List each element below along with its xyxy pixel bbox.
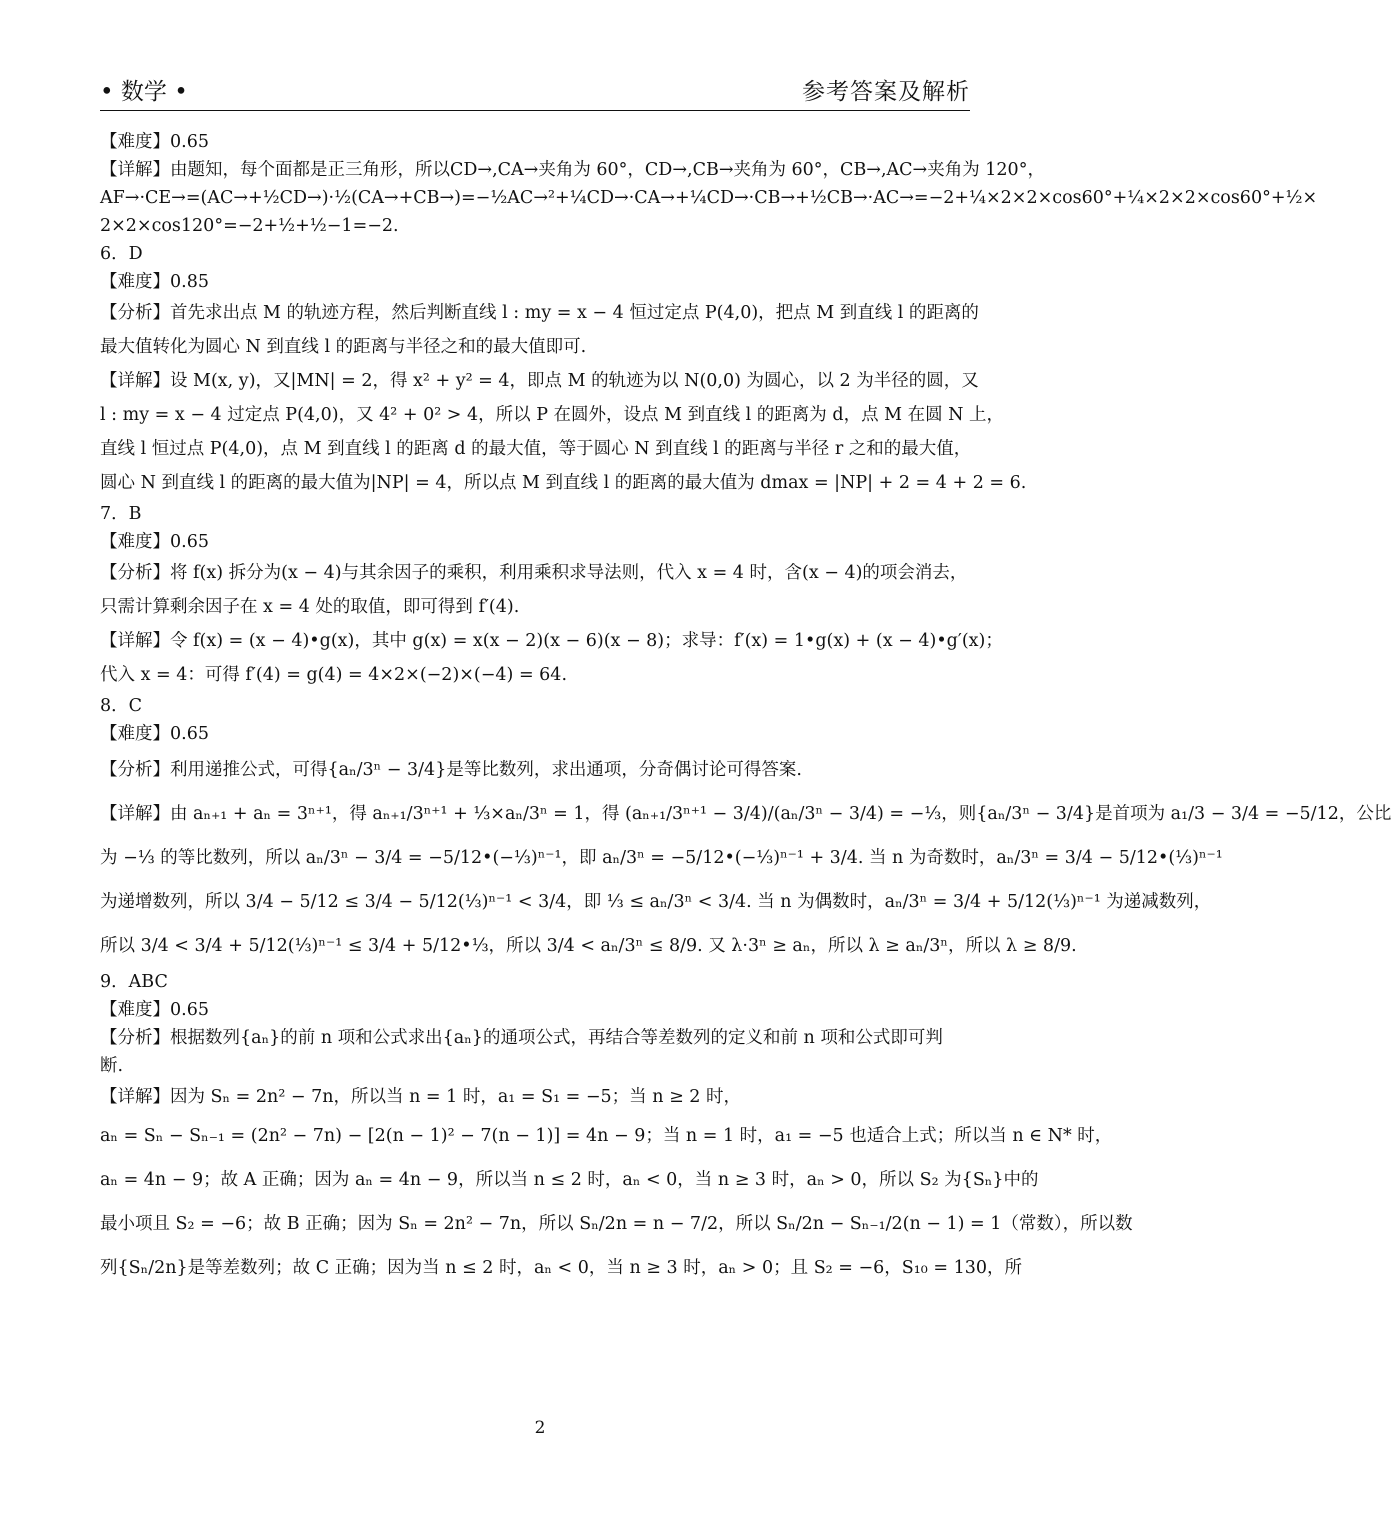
text-line: 最小项且 S₂ = −6；故 B 正确；因为 Sₙ = 2n² − 7n，所以 Sₙ/2n = n − 7/2，所以 Sₙ/2n − Sₙ₋₁/2(n − 1) = 1（常数），所以数	[100, 1214, 1133, 1234]
text-line: 【分析】将 f(x) 拆分为(x − 4)与其余因子的乘积，利用乘积求导法则，代入 x = 4 时，含(x − 4)的项会消去，	[100, 563, 968, 583]
text-line: 最大值转化为圆心 N 到直线 l 的距离与半径之和的最大值即可.	[100, 337, 587, 357]
text-line: 为递增数列，所以 3/4 − 5/12 ≤ 3/4 − 5/12(⅓)ⁿ⁻¹ < 3/4，即 ⅓ ≤ aₙ/3ⁿ < 3/4. 当 n 为偶数时，aₙ/3ⁿ = 3/4 + 5/12(⅓)ⁿ⁻¹ 为递减数列，	[100, 892, 1212, 912]
page-number: 2	[534, 1418, 546, 1438]
text-line: 【分析】利用递推公式，可得{aₙ/3ⁿ − 3/4}是等比数列，求出通项，分奇偶讨论可得答案.	[100, 760, 802, 780]
text-line: 【分析】首先求出点 M 的轨迹方程，然后判断直线 l : my = x − 4 恒过定点 P(4,0)，把点 M 到直线 l 的距离的	[100, 303, 979, 323]
text-line: 只需计算剩余因子在 x = 4 处的取值，即可得到 f′(4).	[100, 597, 520, 617]
header-title: 参考答案及解析	[802, 79, 970, 105]
text-line: 【难度】0.85	[100, 272, 209, 292]
subject-label: • 数学 •	[100, 79, 188, 105]
answer-content	[100, 128, 1391, 1290]
text-line: 圆心 N 到直线 l 的距离的最大值为|NP| = 4，所以点 M 到直线 l 的距离的最大值为 dmax = |NP| + 2 = 4 + 2 = 6.	[100, 473, 1027, 493]
text-line: 代入 x = 4：可得 f′(4) = g(4) = 4×2×(−2)×(−4) = 64.	[100, 665, 568, 685]
text-line: 【详解】由 aₙ₊₁ + aₙ = 3ⁿ⁺¹，得 aₙ₊₁/3ⁿ⁺¹ + ⅓×aₙ/3ⁿ = 1，得 (aₙ₊₁/3ⁿ⁺¹ − 3/4)/(aₙ/3ⁿ − 3/4) = −⅓，则{aₙ/3ⁿ − 3/4}是首项为 a₁/3 − 3/4 = −5/12，公比	[100, 804, 1391, 824]
question-number: 6．D	[100, 244, 143, 264]
text-line: 为 −⅓ 的等比数列，所以 aₙ/3ⁿ − 3/4 = −5/12•(−⅓)ⁿ⁻¹，即 aₙ/3ⁿ = −5/12•(−⅓)ⁿ⁻¹ + 3/4. 当 n 为奇数时，aₙ/3ⁿ = 3/4 − 5/12•(⅓)ⁿ⁻¹	[100, 848, 1223, 868]
text-line: AF→·CE→=(AC→+½CD→)·½(CA→+CB→)=−½AC→²+¼CD→·CA→+¼CD→·CB→+½CB→·AC→=−2+¼×2×2×cos60°+¼×2×2×cos60°+½×	[100, 188, 1318, 208]
text-line: 所以 3/4 < 3/4 + 5/12(⅓)ⁿ⁻¹ ≤ 3/4 + 5/12•⅓，所以 3/4 < aₙ/3ⁿ ≤ 8/9. 又 λ·3ⁿ ≥ aₙ，所以 λ ≥ aₙ/3ⁿ，所以 λ ≥ 8/9.	[100, 936, 1077, 956]
text-line: 列{Sₙ/2n}是等差数列；故 C 正确；因为当 n ≤ 2 时，aₙ < 0，当 n ≥ 3 时，aₙ > 0；且 S₂ = −6，S₁₀ = 130，所	[100, 1258, 1022, 1278]
text-line: 【分析】根据数列{aₙ}的前 n 项和公式求出{aₙ}的通项公式，再结合等差数列的定义和前 n 项和公式即可判	[100, 1028, 943, 1048]
text-line: aₙ = 4n − 9；故 A 正确；因为 aₙ = 4n − 9，所以当 n ≤ 2 时，aₙ < 0，当 n ≥ 3 时，aₙ > 0，所以 S₂ 为{Sₙ}中的	[100, 1170, 1039, 1190]
text-line: 2×2×cos120°=−2+½+½−1=−2.	[100, 216, 399, 236]
text-line: aₙ = Sₙ − Sₙ₋₁ = (2n² − 7n) − [2(n − 1)² − 7(n − 1)] = 4n − 9；当 n = 1 时，a₁ = −5 也适合上式；所以当 n ∈ N* 时，	[100, 1126, 1113, 1146]
text-line: l : my = x − 4 过定点 P(4,0)，又 4² + 0² > 4，所以 P 在圆外，设点 M 到直线 l 的距离为 d，点 M 在圆 N 上，	[100, 405, 1005, 425]
text-line: 断.	[100, 1056, 124, 1076]
question-number: 7．B	[100, 504, 142, 524]
question-number: 8．C	[100, 696, 143, 716]
text-line: 【难度】0.65	[100, 1000, 209, 1020]
text-line: 【难度】0.65	[100, 724, 209, 744]
text-line: 直线 l 恒过点 P(4,0)，点 M 到直线 l 的距离 d 的最大值，等于圆心 N 到直线 l 的距离与半径 r 之和的最大值，	[100, 439, 972, 459]
text-line: 【详解】因为 Sₙ = 2n² − 7n，所以当 n = 1 时，a₁ = S₁ = −5；当 n ≥ 2 时，	[100, 1087, 741, 1107]
text-line: 【详解】设 M(x, y)，又|MN| = 2，得 x² + y² = 4，即点 M 的轨迹为以 N(0,0) 为圆心，以 2 为半径的圆，又	[100, 371, 979, 391]
page-header	[100, 74, 970, 111]
text-line: 【详解】令 f(x) = (x − 4)•g(x)，其中 g(x) = x(x − 2)(x − 6)(x − 8)；求导：f′(x) = 1•g(x) + (x − 4)•g′(x)；	[100, 631, 1003, 651]
question-number: 9．ABC	[100, 972, 168, 992]
text-line: 【难度】0.65	[100, 532, 209, 552]
text-line: 【难度】0.65	[100, 132, 209, 152]
text-line: 【详解】由题知，每个面都是正三角形，所以CD→,CA→夹角为 60°，CD→,CB→夹角为 60°，CB→,AC→夹角为 120°，	[100, 160, 1045, 180]
